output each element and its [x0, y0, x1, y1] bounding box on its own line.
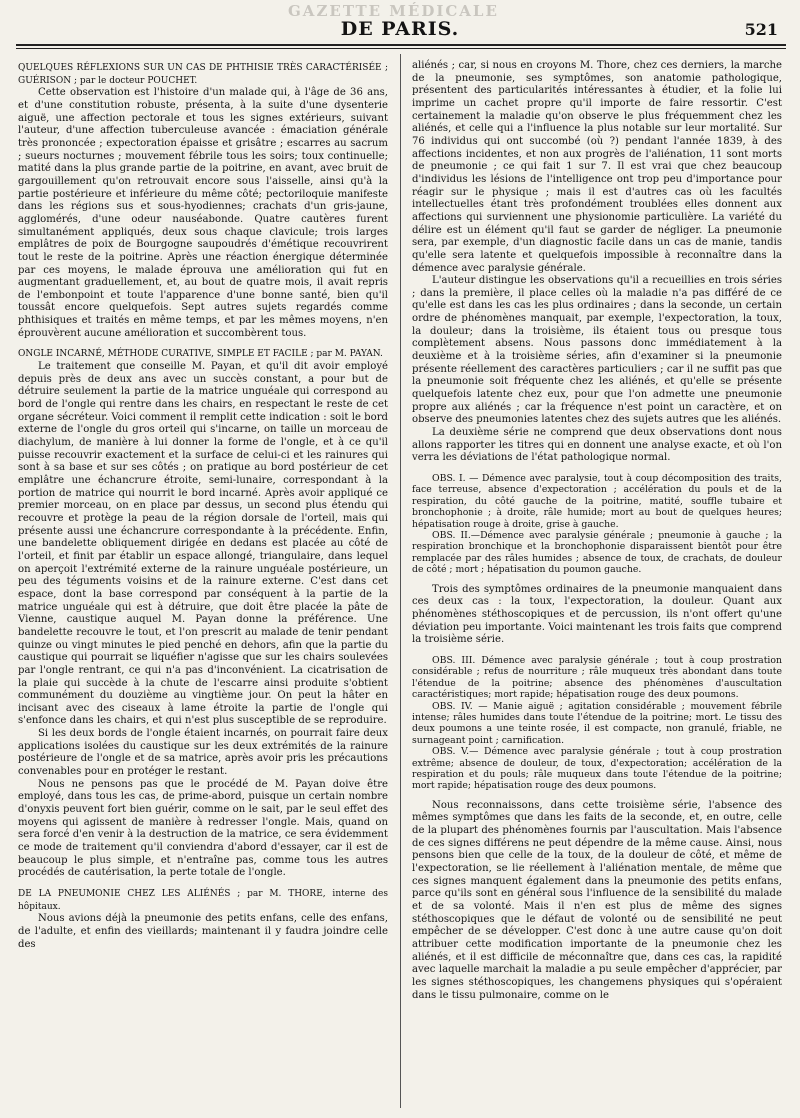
observation: OBS. II.—Démence avec paralysie générale ; pneumonie à gauche ; la respiration bronchique et la bronchophonie disparaissent bientôt pour être remplacée par des râles humides ; absence de toux, de crachats, de douleur de côté ; mort ; hépatisation du poumon gauche.: [412, 530, 782, 576]
paragraph: Nous reconnaissons, dans cette troisième série, l'absence des mêmes symptômes que dans les faits de la seconde, et, en outre, celle de la plupart des phénomènes fournis par l'auscultation. Mais l'absence de ces signes différens ne peut dépendre de la même cause. Ainsi, nous pensons bien que celle de la toux, de la douleur de côté, et même de l'expectoration, se lie réellement à l'aliénation mentale, de même que ces signes manquent également dans la pneumonie des petits enfans, parce qu'ils sont en général sous l'influence de la sensibilité du malade et de sa volonté. Mais il n'en est plus de même des signes stéthoscopiques que le défaut de volonté ou de sensibilité ne peut empêcher de se développer. C'est donc à une autre cause qu'on doit attribuer cette modification importante de la pneumonie chez les aliénés, et il est difficile de méconnaître que, dans ces cas, la rapidité avec laquelle marchait la maladie a pu seule empêcher d'apprécier, par les signes stéthoscopiques, les changemens physiques qui s'opéraient dans le tissu pulmonaire, comme on le: [412, 799, 782, 1001]
observation: OBS. III. Démence avec paralysie générale ; tout à coup prostration considérable ; refus de nourriture ; râle muqueux très abondant dans toute l'étendue de la poitrine; absence des phénomènes d'auscultation caractéristiques; mort rapide; hépatisation rouge des deux poumons.: [412, 654, 782, 701]
paragraph: Nous avions déjà la pneumonie des petits enfans, celle des enfans, de l'adulte, et enfin des vieillards; maintenant il y faudra joindre celle des: [18, 913, 388, 950]
paragraph: Trois des symptômes ordinaires de la pneumonie manquaient dans ces deux cas : la toux, l'expectoration, la douleur. Quant aux phénomènes stéthoscopiques et de percussion, ils n'ont offert qu'une déviation peu importante. Voici maintenant les trois faits que comprend la troisième série.: [412, 583, 782, 646]
paragraph: Nous ne pensons pas que le procédé de M. Payan doive être employé, dans tous les cas, de prime-abord, puisque un certain nombre d'onyxis peuvent fort bien guérir, comme on le sait, par le seul effet des moyens qui agissent de manière à redresser l'ongle. Mais, quand on sera forcé d'en venir à la destruction de la matrice, ce sera évidemment ce mode de traitement qu'il conviendra d'abord d'essayer, car il est de beaucoup le plus simple, et n'entraîne pas, comme tous les autres procédés de cautérisation, la perte totale de l'ongle.: [18, 778, 388, 879]
paragraph: Cette observation est l'histoire d'un malade qui, à l'âge de 36 ans, et d'une constitution robuste, présenta, à la suite d'une dysenterie aiguë, une affection pectorale et tous les signes extérieurs, suivant l'auteur, d'une affection tuberculeuse avancée : émaciation générale très prononcée ; expectoration épaisse et grisâtre ; escarres au sacrum ; sueurs nocturnes ; mouvement fébrile tous les soirs; toux continuelle; matité dans la plus grande partie de la poitrine, en avant, avec bruit de gargouillement qu'on retrouvait encore sous l'aisselle, ainsi qu'à la partie postérieure et inférieure du même côté; pectoriloquie manifeste dans les régions sus et sous-hyodiennes; crachats d'un gris-jaune, agglomérés, d'une odeur nauséabonde. Quatre cautères furent simultanément appliqués, deux sous chaque clavicule; trois larges emplâtres de poix de Bourgogne saupoudrés d'émétique recouvrirent tout le reste de la poitrine. Après une réaction énergique déterminée par ces moyens, le malade éprouva une amélioration qui fut en augmentant graduellement, et, au bout de quatre mois, il avait repris de l'embonpoint et toute l'apparence d'une bonne santé, bien qu'il toussât encore quelquefois. Sept autres sujets regardés comme phthisiques et traités en même temps, et par les mêmes moyens, n'en éprouvèrent aucune amélioration et succombèrent tous.: [18, 87, 388, 339]
paragraph: L'auteur distingue les observations qu'il a recueillies en trois séries ; dans la première, il place celles où la maladie n'a pas différé de ce qu'elle est dans les cas les plus ordinaires ; dans la seconde, un certain ordre de phénomènes manquait, par exemple, l'expectoration, la toux, la douleur; dans la troisième, ils étaient tous ou presque tous complètement absens. Nous passons donc immédiatement à la deuxième et à la troisième séries, afin d'examiner si la pneumonie présente réellement des caractères particuliers ; car il ne suffit pas que la pneumonie soit fréquente chez les aliénés, et qu'elle se présente quelquefois latente chez eux, pour que l'on admette une pneumonie propre aux aliénés ; car la fréquence n'est point un caractère, et on observe des pneumonies latentes chez des sujets autres que les aliénés.: [412, 275, 782, 426]
observation: OBS. I. — Démence avec paralysie, tout à coup décomposition des traits, face terreuse, absence d'expectoration ; accélération du pouls et de la respiration, du côté gauche de la poitrine, matité, souffle tubaire et bronchophonie ; à droite, râle humide; mort au bout de quelques heures; hépatisation rouge à droite, grise à gauche.: [412, 473, 782, 530]
paragraph: La deuxième série ne comprend que deux observations dont nous allons rapporter les titres qui en donnent une analyse exacte, et où l'on verra les déviations de l'état pathologique normal.: [412, 427, 782, 464]
article-title: DE LA PNEUMONIE CHEZ LES ALIÉNÉS ; par M. THORE, interne des hôpitaux.: [18, 889, 388, 912]
article-title: QUELQUES RÉFLEXIONS SUR UN CAS DE PHTHISIE TRÈS CARACTÉRISÉE ; GUÉRISON ; par le docteur POUCHET.: [18, 63, 388, 86]
observation: OBS. IV. — Manie aiguë ; agitation considérable ; mouvement fébrile intense; râles humides dans toute l'étendue de la poitrine; mort. Le tissu des deux poumons a une teinte rosée, il est compacte, non granulé, friable, ne surnageant point ; carnification.: [412, 700, 782, 746]
bleed-through-header: GAZETTE MÉDICALE: [288, 2, 499, 20]
paragraph: Si les deux bords de l'ongle étaient incarnés, on pourrait faire deux applications isolées du caustique sur les deux extrémités de la rainure postérieure de l'ongle et de sa matrice, après avoir pris les précautions convenables pour en protéger le restant.: [18, 728, 388, 778]
paragraph: aliénés ; car, si nous en croyons M. Thore, chez ces derniers, la marche de la pneumonie, ses symptômes, son anatomie pathologique, présentent des particularités intéressantes à étudier, et la folie lui imprime un cachet propre qu'il importe de faire ressortir. C'est certainement la maladie qu'on observe le plus fréquemment chez les aliénés, et celle qui a l'influence la plus notable sur leur mortalité. Sur 76 individus qui ont succombé (où ?) pendant l'année 1839, à des affections incidentes, et non aux progrès de l'aliénation, 11 sont morts de pneumonie ; ce qui fait 1 sur 7. Il est vrai que chez beaucoup d'individus les lésions de l'intelligence ont trop peu d'importance pour réagir sur le physique ; mais il est d'autres cas où les facultés intellectuelles étant très profondément troublées elles donnent aux affections qui surviennent une physionomie particulière. La variété du délire est un élément qu'il faut se garder de négliger. La pneumonie sera, par exemple, d'un diagnostic facile dans un cas de manie, tandis qu'elle sera latente et quelquefois impossible à reconnaître dans la démence avec paralysie générale.: [412, 60, 782, 274]
right-column: [412, 60, 782, 1002]
header-rule-thin: [16, 48, 786, 49]
observation: OBS. V.— Démence avec paralysie générale ; tout à coup prostration extrême; absence de douleur, de toux, d'expectoration; accélération de la respiration et du pouls; râle muqueux dans toute l'étendue de la poitrine; mort rapide; hépatisation rouge des deux poumons.: [412, 746, 782, 792]
paragraph: Le traitement que conseille M. Payan, et qu'il dit avoir employé depuis près de deux ans avec un succès constant, a pour but de détruire seulement la partie de la matrice unguéale qui correspond au bord de l'ongle qui rentre dans les chairs, en respectant le reste de cet organe sécréteur. Voici comment il remplit cette indication : soit le bord externe de l'ongle du gros orteil qui s'incarne, on taille un morceau de diachylum, de manière à lui donner la forme de l'ongle, et à ce qu'il puisse recouvrir exactement et la surface de celui-ci et les rainures qui sont à sa base et sur ses côtés ; on pratique au bord postérieur de cet emplâtre une échancrure étroite, semi-lunaire, correspondant à la portion de matrice qui nourrit le bord incarné. Après avoir appliqué ce premier morceau, on en place par dessus, un second plus étendu qui recouvre et protège la peau de la région dorsale de l'orteil, mais qui présente aussi une échancrure correspondante à la précédente. Enfin, une bandelette obliquement dirigée en dedans est placée au côté de l'orteil, et finit par établir un espace allongé, triangulaire, dans lequel on aperçoit l'extrémité externe de la rainure unguéale postérieure, un peu des téguments voisins et de la rainure externe. C'est dans cet espace, dont la base correspond par conséquent à la partie de la matrice unguéale qui est à détruire, que doit être placée la pâte de Vienne, caustique auquel M. Payan donne la préférence. Une bandelette recouvre le tout, et l'on prescrit au malade de tenir pendant quinze ou vingt minutes le pied penché en dehors, afin que la partie du caustique qui pourrait se liquéfier n'agisse que sur les chairs soulevées par l'ongle rentrant, ce qui n'a pas d'inconvénient. La cicatrisation de la plaie qui succède à la chute de l'escarre ainsi produite s'obtient communément du douzième au vingtième jour. On peut la hâter en incisant avec des ciseaux à lame étroite la partie de l'ongle qui s'enfonce dans les chairs, et qui n'est plus susceptible de se reproduire.: [18, 361, 388, 727]
column-divider: [400, 54, 401, 1108]
article-title: ONGLE INCARNÉ, MÉTHODE CURATIVE, SIMPLE ET FACILE ; par M. PAYAN.: [18, 349, 383, 360]
page-number: 521: [744, 20, 778, 39]
header-rule: [16, 44, 786, 46]
left-column: [18, 62, 388, 951]
page-header-title: DE PARIS.: [340, 18, 460, 40]
